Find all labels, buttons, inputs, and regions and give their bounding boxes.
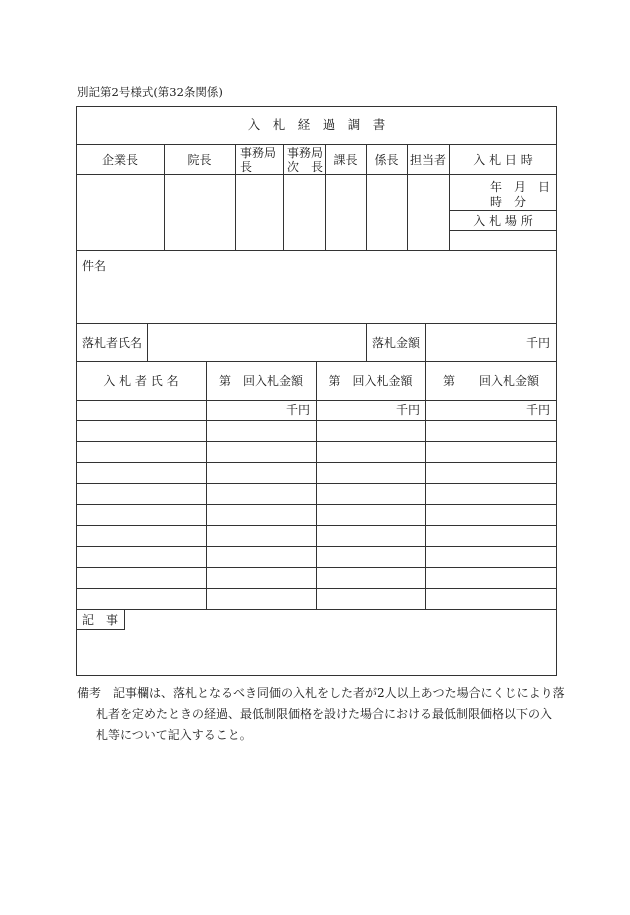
header-kacho: 課長	[333, 153, 358, 167]
divider	[449, 230, 557, 231]
header-jimukyokucho-line1: 事務局	[240, 146, 277, 160]
note-text-line2: 札者を定めたときの経過、最低制限価格を設けた場合における最低制限価格以下の入	[96, 707, 553, 721]
winner-amount-unit: 千円	[525, 336, 550, 350]
header-tantosha: 担当者	[409, 153, 446, 167]
divider	[425, 323, 426, 361]
header-kigyocho: 企業長	[101, 153, 138, 167]
bid-round3-header: 第 回入札金額	[442, 374, 539, 388]
form-title: 入 札 経 過 調 書	[247, 117, 386, 132]
bidder-name-header: 入 札 者 氏 名	[103, 374, 179, 388]
winner-amount-label: 落札金額	[372, 336, 421, 350]
header-incho: 院長	[187, 153, 212, 167]
divider	[366, 323, 367, 361]
note-text-line3: 札等について記入すること。	[96, 728, 252, 742]
divider	[76, 629, 124, 630]
date-line-hm: 時 分	[490, 195, 527, 209]
note-paragraph	[77, 683, 565, 746]
divider	[283, 144, 284, 250]
place-label: 入 札 場 所	[473, 214, 533, 228]
divider	[76, 609, 557, 610]
divider	[76, 144, 557, 145]
note-text-line1: 記事欄は、落札となるべき同価の入札をした者が2人以上あつた場合にくじにより落	[113, 686, 565, 700]
bid-round2-header: 第 回入札金額	[328, 374, 413, 388]
bid-round2-unit: 千円	[395, 403, 420, 417]
divider	[316, 361, 317, 609]
remarks-label: 記 事	[81, 613, 118, 627]
subject-label: 件名	[82, 259, 107, 273]
divider	[76, 250, 557, 251]
header-kakaricho: 係長	[374, 153, 399, 167]
bid-round3-unit: 千円	[525, 403, 550, 417]
divider	[76, 174, 557, 175]
header-jimukyoku-jicho-line1: 事務局	[287, 146, 324, 160]
date-line-ymd: 年 月 日	[490, 180, 551, 194]
winner-name-label: 落札者氏名	[82, 336, 143, 350]
divider	[235, 144, 236, 250]
header-jimukyokucho-line2: 長	[240, 160, 253, 174]
divider	[147, 323, 148, 361]
form-caption: 別記第2号様式(第32条関係)	[77, 85, 223, 99]
divider	[425, 361, 426, 609]
header-nyusatsu-nichiji: 入 札 日 時	[473, 153, 533, 167]
header-jimukyoku-jicho-line2: 次 長	[287, 160, 324, 174]
note-key: 備考	[77, 686, 102, 700]
divider	[124, 609, 125, 630]
bid-round1-header: 第 回入札金額	[218, 374, 303, 388]
divider	[449, 210, 557, 211]
divider	[76, 323, 557, 324]
bid-round1-unit: 千円	[285, 403, 310, 417]
divider	[206, 361, 207, 609]
